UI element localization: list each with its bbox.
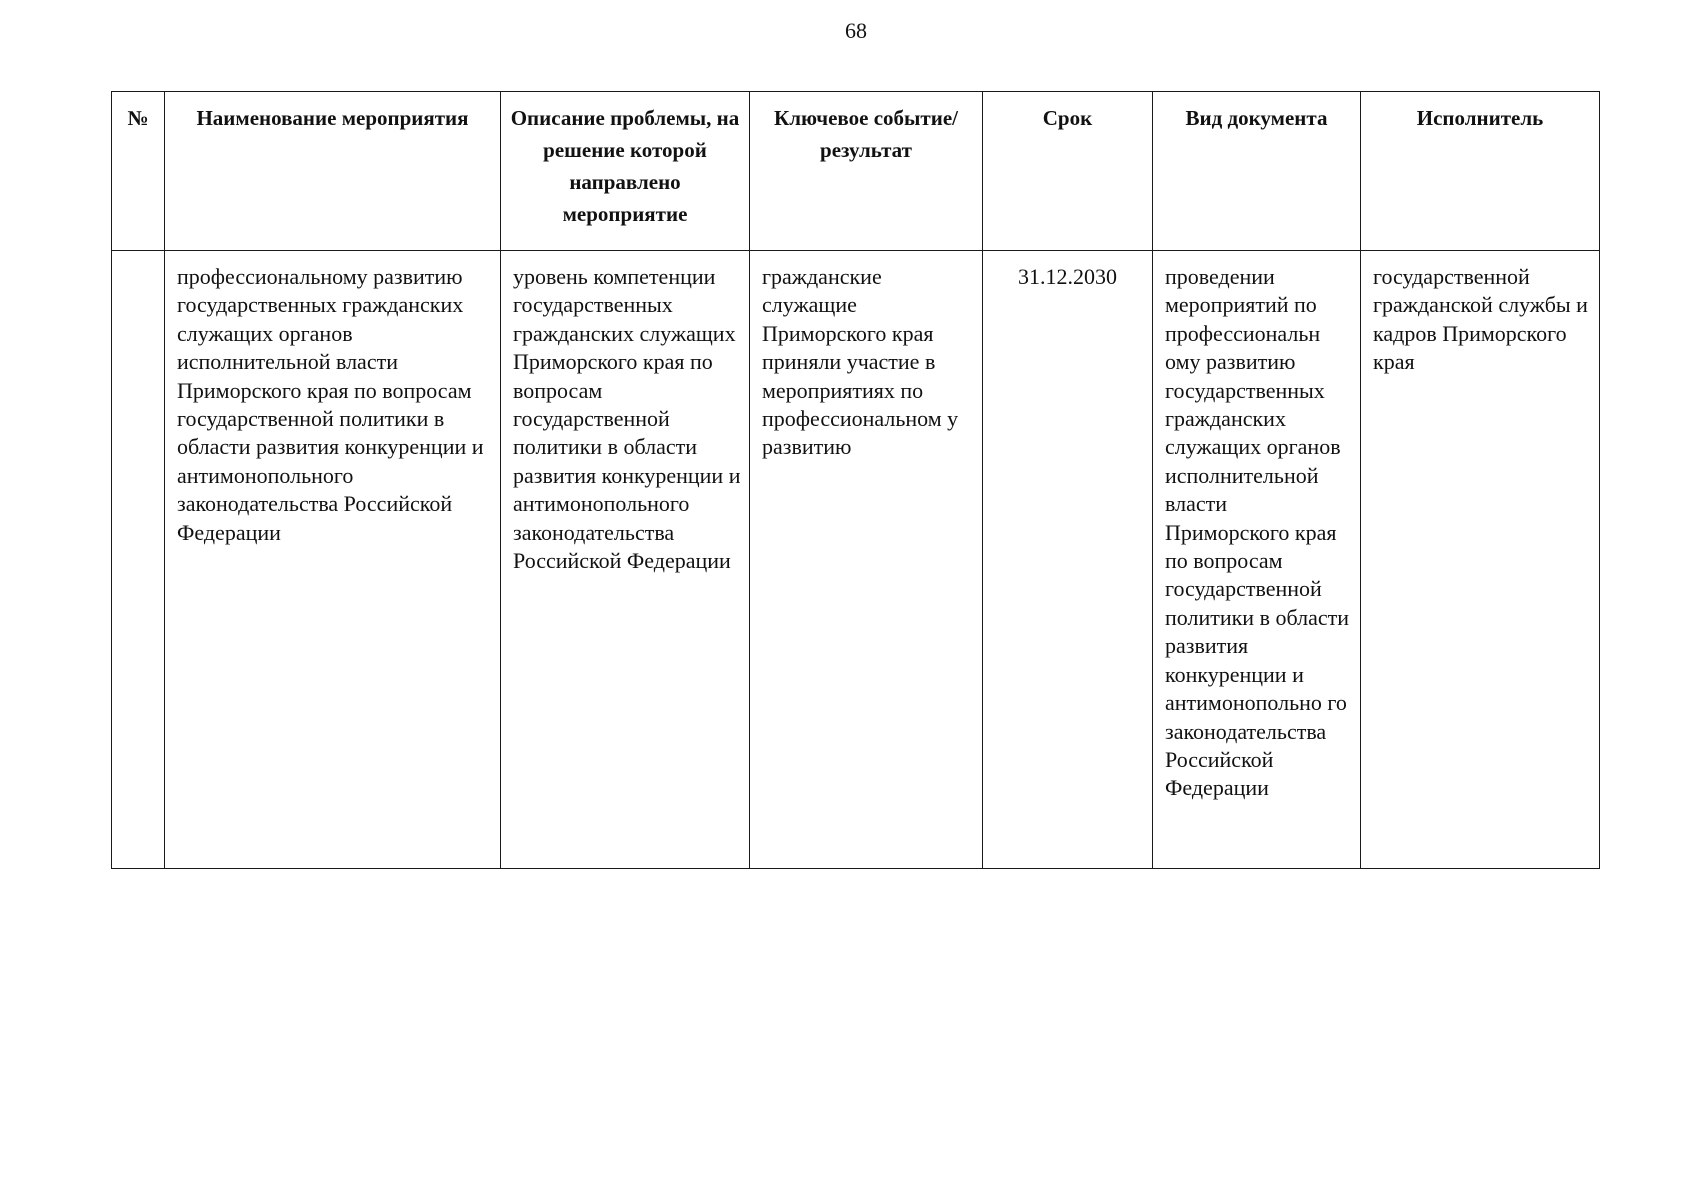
- header-executor: Исполнитель: [1361, 92, 1600, 251]
- header-document-type: Вид документа: [1153, 92, 1361, 251]
- cell-executor: государственной гражданской службы и кадров Приморского края: [1361, 251, 1600, 869]
- header-key-result: Ключевое событие/результат: [750, 92, 983, 251]
- cell-problem-description: уровень компетенции государственных гражданских служащих Приморского края по вопросам государственной политики в области развития конкуренции и антимонопольного законодательства Российской Федерации: [501, 251, 750, 869]
- cell-key-result: гражданские служащие Приморского края приняли участие в мероприятиях по профессиональном у развитию: [750, 251, 983, 869]
- header-problem-description: Описание проблемы, на решение которой направлено мероприятие: [501, 92, 750, 251]
- header-deadline: Срок: [983, 92, 1153, 251]
- cell-activity-name: профессиональному развитию государственных гражданских служащих органов исполнительной власти Приморского края по вопросам государственной политики в области развития конкуренции и антимонопольного законодательства Российской Федерации: [165, 251, 501, 869]
- page-number: 68: [845, 18, 867, 43]
- header-activity-name: Наименование мероприятия: [165, 92, 501, 251]
- table-row: [112, 251, 1600, 869]
- cell-document-type: проведении мероприятий по профессиональн ому развитию государственных гражданских служащих органов исполнительной власти Приморского края по вопросам государственной политики в области развития конкуренции и антимонопольно го законодательства Российской Федерации: [1153, 251, 1361, 869]
- cell-number: [112, 251, 165, 869]
- table-header-row: [112, 92, 1600, 251]
- cell-deadline: 31.12.2030: [983, 251, 1153, 869]
- activities-table: [111, 91, 1600, 869]
- header-number: №: [112, 92, 165, 251]
